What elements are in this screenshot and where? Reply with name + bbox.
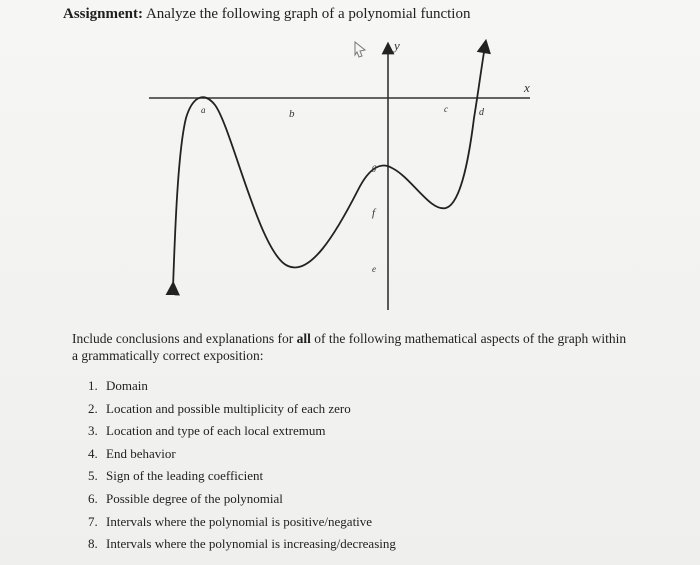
y-axis-label: y bbox=[394, 38, 400, 53]
list-item-text: End behavior bbox=[106, 445, 176, 461]
aspects-list bbox=[88, 375, 396, 556]
list-item bbox=[88, 533, 396, 556]
list-item-number: 3. bbox=[88, 423, 98, 439]
list-item bbox=[88, 375, 396, 398]
cursor-icon bbox=[355, 42, 365, 57]
point-label-a: a bbox=[201, 105, 206, 115]
instructions-text-before: Include conclusions and explanations for bbox=[72, 331, 297, 346]
list-item-text: Intervals where the polynomial is positive/negative bbox=[106, 513, 373, 529]
list-item-number: 1. bbox=[88, 378, 98, 393]
list-item-text: Intervals where the polynomial is increasing/decreasing bbox=[106, 536, 396, 552]
list-item-text: Sign of the leading coefficient bbox=[106, 468, 264, 484]
instructions-text-after: of the following mathematical aspects of the graph within a grammatically correct exposition: bbox=[72, 331, 627, 363]
list-item bbox=[88, 443, 396, 466]
point-label-e: e bbox=[372, 264, 376, 274]
instructions-emphasis: all bbox=[296, 331, 311, 346]
point-label-b: b bbox=[289, 108, 295, 120]
list-item bbox=[88, 398, 396, 421]
list-item-number: 2. bbox=[88, 400, 98, 416]
list-item-number: 8. bbox=[88, 536, 98, 552]
list-item-number: 4. bbox=[88, 445, 98, 461]
x-axis-label: x bbox=[524, 80, 530, 95]
polynomial-curve bbox=[173, 46, 485, 288]
list-item bbox=[88, 488, 396, 511]
list-item-text: Location and type of each local extremum bbox=[106, 423, 326, 439]
point-label-c: c bbox=[444, 104, 448, 114]
list-item-number: 7. bbox=[88, 513, 98, 529]
list-item-number: 6. bbox=[88, 490, 98, 506]
point-label-f: f bbox=[372, 207, 376, 219]
point-label-d: d bbox=[479, 107, 484, 118]
list-item bbox=[88, 511, 396, 534]
assignment-text: Analyze the following graph of a polynomial function bbox=[145, 6, 471, 22]
point-label-g: g bbox=[372, 162, 377, 172]
list-item-text: Possible degree of the polynomial bbox=[106, 490, 283, 506]
list-item bbox=[88, 420, 396, 443]
instructions-paragraph bbox=[72, 330, 632, 364]
assignment-label: Assignment: bbox=[63, 6, 144, 22]
list-item-text: Location and possible multiplicity of each zero bbox=[106, 400, 351, 416]
list-item bbox=[88, 465, 396, 488]
list-item-text: Domain bbox=[106, 378, 148, 393]
list-item-number: 5. bbox=[88, 468, 98, 484]
